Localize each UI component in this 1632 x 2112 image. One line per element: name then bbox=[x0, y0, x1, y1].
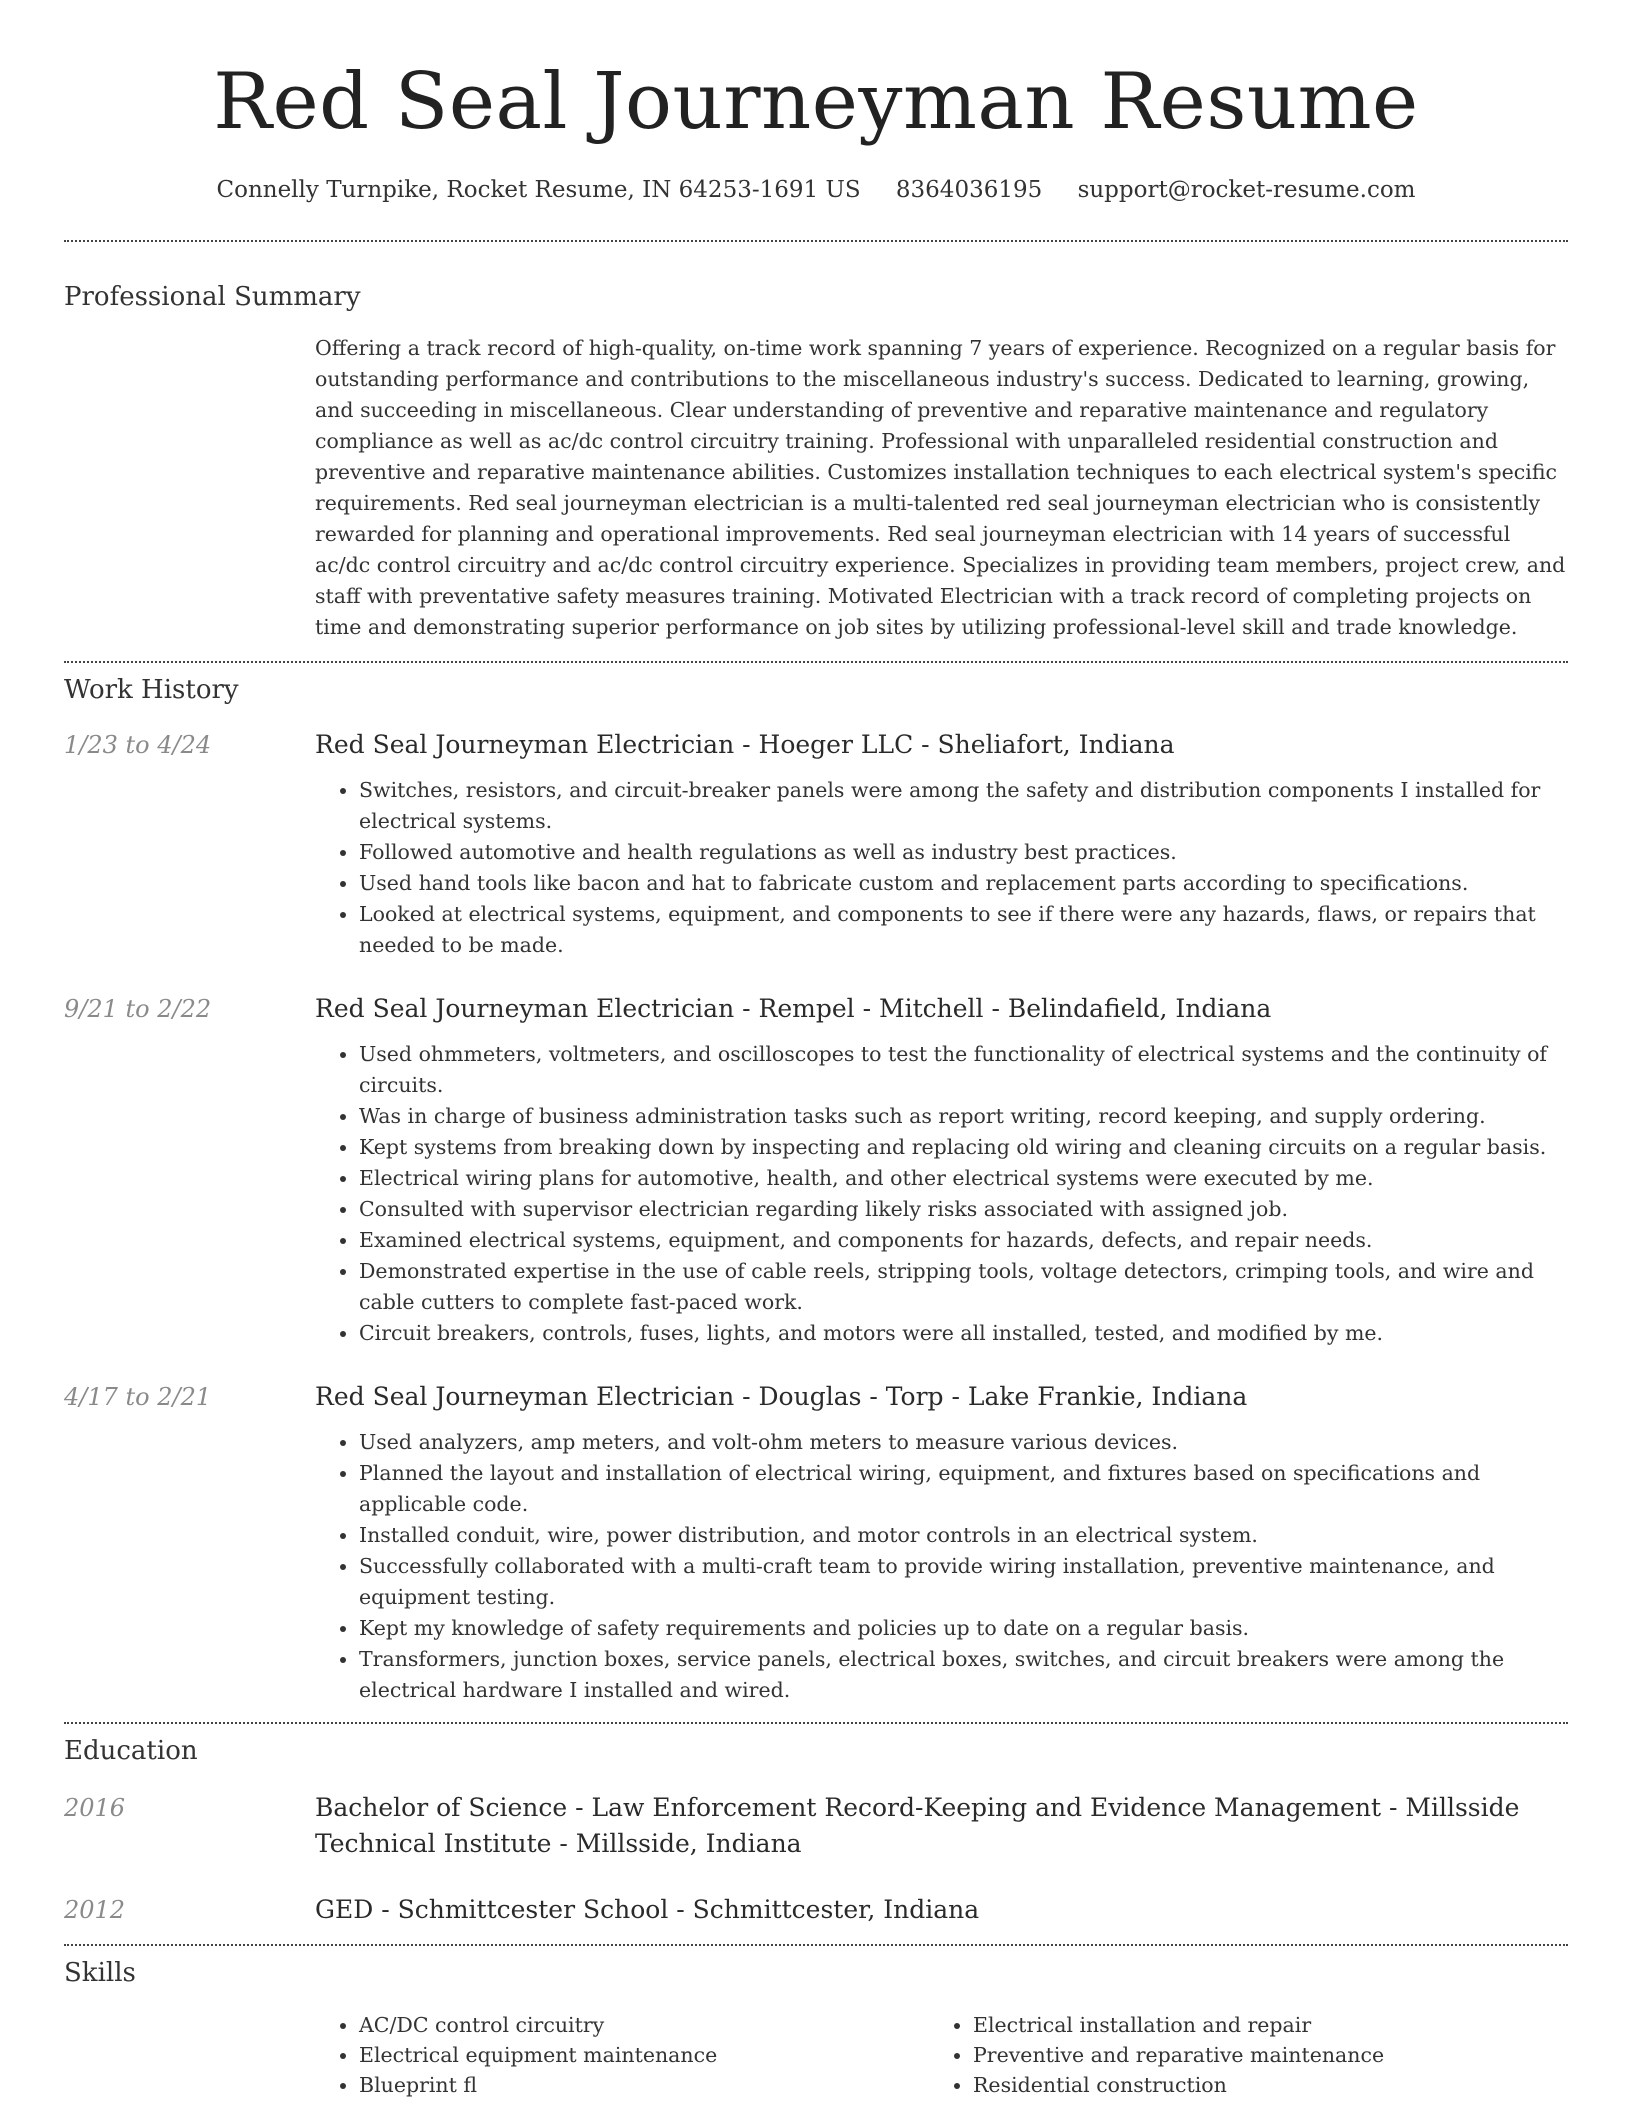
job-dates: 1/23 to 4/24 bbox=[64, 731, 212, 759]
job-bullets bbox=[315, 1039, 1568, 1349]
job-entry bbox=[64, 991, 1568, 1349]
divider bbox=[64, 240, 1568, 242]
education-entry bbox=[64, 1892, 1568, 1928]
list-item: • Consulted with supervisor electrician regarding likely risks associated with assigned job. bbox=[359, 1194, 1568, 1225]
section-heading: Professional Summary bbox=[64, 282, 361, 312]
list-item: • Looked at electrical systems, equipment, and components to see if there were any hazards, flaws, or repairs that needed to be made. bbox=[359, 899, 1568, 961]
resume-title: Red Seal Journeyman Resume bbox=[213, 57, 1419, 147]
divider bbox=[64, 661, 1568, 663]
list-item: • Used ohmmeters, voltmeters, and oscilloscopes to test the functionality of electrical systems and the continuity of circuits. bbox=[359, 1039, 1568, 1101]
job-title: Red Seal Journeyman Electrician - Douglas - Torp - Lake Frankie, Indiana bbox=[315, 1382, 1248, 1411]
contact-phone: 8364036195 bbox=[895, 177, 1043, 203]
list-item: • Kept systems from breaking down by inspecting and replacing old wiring and cleaning circuits on a regular basis. bbox=[359, 1132, 1568, 1163]
divider bbox=[64, 1722, 1568, 1724]
list-item: • Was in charge of business administration tasks such as report writing, record keeping, and supply ordering. bbox=[359, 1101, 1568, 1132]
job-title: Red Seal Journeyman Electrician - Hoeger LLC - Sheliafort, Indiana bbox=[315, 730, 1175, 759]
skill-item: • Blueprint fl bbox=[359, 2070, 929, 2100]
skills-section bbox=[64, 1956, 1568, 2100]
education-entry bbox=[64, 1790, 1568, 1862]
education-title: GED - Schmittcester School - Schmittcester, Indiana bbox=[315, 1895, 980, 1924]
divider bbox=[64, 1944, 1568, 1946]
education-title: Bachelor of Science - Law Enforcement Record-Keeping and Evidence Management - Millsside Technical Institute - Millsside, Indiana bbox=[315, 1793, 1520, 1858]
skills-columns bbox=[315, 2010, 1568, 2100]
job-dates: 9/21 to 2/22 bbox=[64, 995, 212, 1023]
list-item: • Demonstrated expertise in the use of cable reels, stripping tools, voltage detectors, crimping tools, and wire and cable cutters to complete fast-paced work. bbox=[359, 1256, 1568, 1318]
list-item: • Kept my knowledge of safety requirements and policies up to date on a regular basis. bbox=[359, 1613, 1568, 1644]
skills-list-right bbox=[929, 2010, 1543, 2100]
education-year: 2016 bbox=[64, 1794, 126, 1822]
section-heading: Skills bbox=[64, 1958, 136, 1988]
list-item: • Transformers, junction boxes, service panels, electrical boxes, switches, and circuit breakers were among the electrical hardware I installed and wired. bbox=[359, 1644, 1568, 1706]
job-bullets bbox=[315, 1427, 1568, 1706]
skill-item: • Electrical installation and repair bbox=[973, 2010, 1543, 2040]
list-item: • Planned the layout and installation of electrical wiring, equipment, and fixtures based on specifications and applicable code. bbox=[359, 1458, 1568, 1520]
job-dates: 4/17 to 2/21 bbox=[64, 1383, 212, 1411]
education-section bbox=[64, 1734, 1568, 1928]
list-item: • Electrical wiring plans for automotive, health, and other electrical systems were executed by me. bbox=[359, 1163, 1568, 1194]
job-entry bbox=[64, 727, 1568, 961]
list-item: • Installed conduit, wire, power distribution, and motor controls in an electrical system. bbox=[359, 1520, 1568, 1551]
resume-page bbox=[64, 0, 1568, 2100]
skill-item: • Residential construction bbox=[973, 2070, 1543, 2100]
skill-item: • AC/DC control circuitry bbox=[359, 2010, 929, 2040]
contact-address: Connelly Turnpike, Rocket Resume, IN 64253-1691 US bbox=[216, 177, 861, 203]
list-item: • Successfully collaborated with a multi-craft team to provide wiring installation, preventive maintenance, and equipment testing. bbox=[359, 1551, 1568, 1613]
skills-list-left bbox=[315, 2010, 929, 2100]
section-heading: Education bbox=[64, 1736, 198, 1766]
work-history-section bbox=[64, 673, 1568, 1706]
list-item: • Followed automotive and health regulations as well as industry best practices. bbox=[359, 837, 1568, 868]
list-item: • Circuit breakers, controls, fuses, lights, and motors were all installed, tested, and modified by me. bbox=[359, 1318, 1568, 1349]
list-item: • Examined electrical systems, equipment, and components for hazards, defects, and repair needs. bbox=[359, 1225, 1568, 1256]
list-item: • Used hand tools like bacon and hat to fabricate custom and replacement parts according to specifications. bbox=[359, 868, 1568, 899]
professional-summary-section bbox=[64, 280, 1568, 643]
job-bullets bbox=[315, 775, 1568, 961]
contact-email: support@rocket-resume.com bbox=[1077, 177, 1416, 203]
contact-line bbox=[64, 174, 1568, 206]
summary-text: Offering a track record of high-quality, on-time work spanning 7 years of experience. Recognized on a regular basis for outstanding performance and contributions to the miscellaneous industry's success. Dedicated to learning, growing, and succeeding in miscellaneous. Clear understanding of preventive and reparative maintenance and regulatory compliance as well as ac/dc control circuitry training. Professional with unparalleled residential construction and preventive and reparative maintenance abilities. Customizes installation techniques to each electrical system's specific requirements. Red seal journeyman electrician is a multi-talented red seal journeyman electrician who is consistently rewarded for planning and operational improvements. Red seal journeyman electrician with 14 years of successful ac/dc control circuitry and ac/dc control circuitry experience. Specializes in providing team members, project crew, and staff with preventative safety measures training. Motivated Electrician with a track record of completing projects on time and demonstrating superior performance on job sites by utilizing professional-level skill and trade knowledge. bbox=[315, 336, 1566, 639]
list-item: • Used analyzers, amp meters, and volt-ohm meters to measure various devices. bbox=[359, 1427, 1568, 1458]
list-item: • Switches, resistors, and circuit-breaker panels were among the safety and distribution components I installed for electrical systems. bbox=[359, 775, 1568, 837]
education-year: 2012 bbox=[64, 1896, 126, 1924]
section-heading: Work History bbox=[64, 675, 239, 705]
job-entry bbox=[64, 1379, 1568, 1706]
skill-item: • Electrical equipment maintenance bbox=[359, 2040, 929, 2070]
job-title: Red Seal Journeyman Electrician - Rempel - Mitchell - Belindafield, Indiana bbox=[315, 994, 1272, 1023]
skill-item: • Preventive and reparative maintenance bbox=[973, 2040, 1543, 2070]
